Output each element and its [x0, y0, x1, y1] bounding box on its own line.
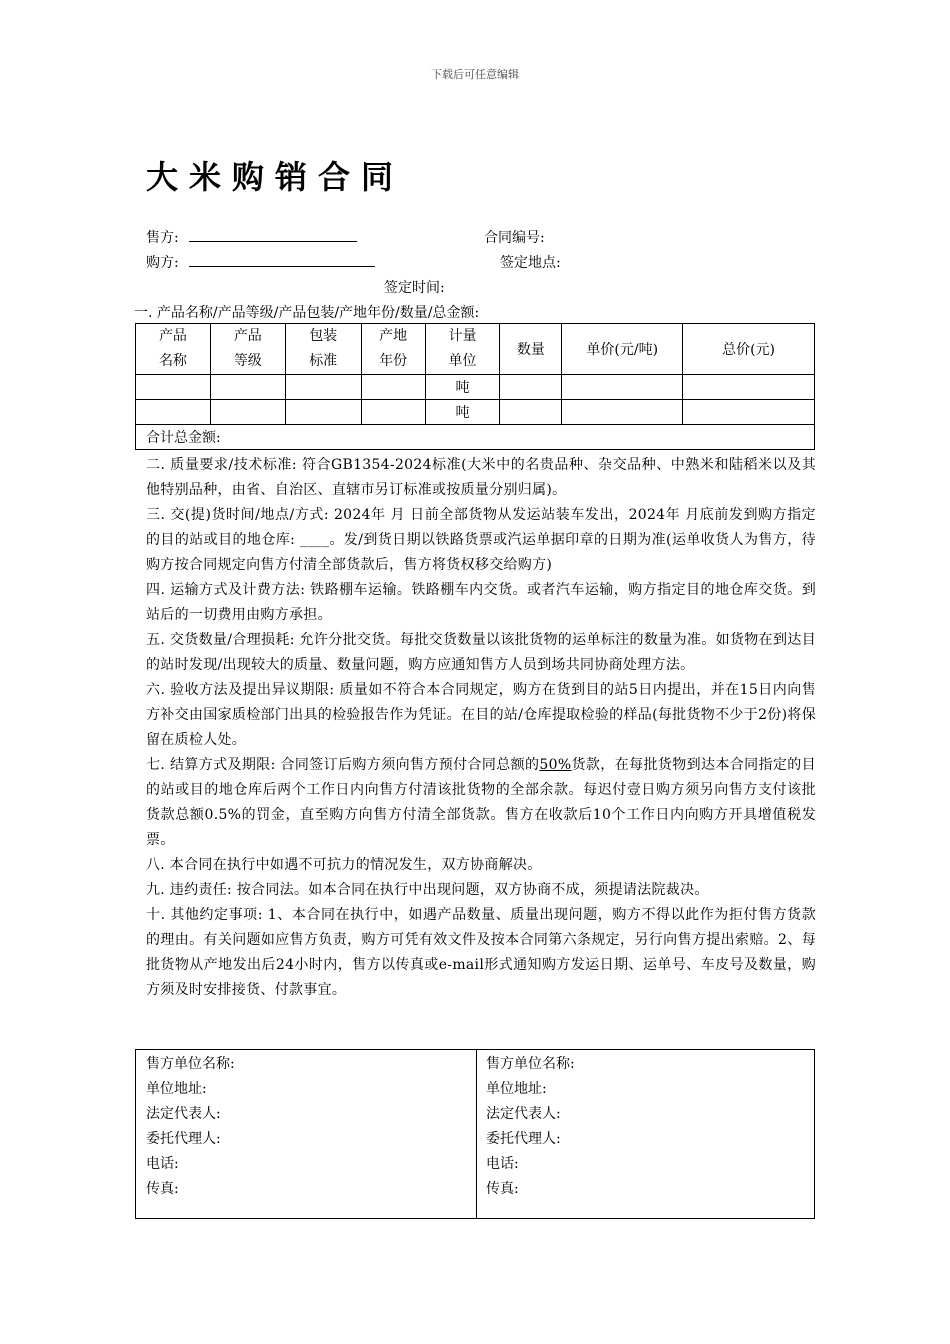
product-table [135, 323, 815, 450]
header-cell: 数量 [500, 324, 562, 375]
clause-7-text-b: 货款，在每批货物到达本合同指定的目的站或目的地仓库后两个工作日内向售方付清该批货物的全部余款。每迟付壹日购方须另向售方支付该批货款总额0.5%的罚金，直至购方向售方付清全部货款。售方在收款后10个工作日内向购方开具增值税发票。 [146, 757, 816, 848]
buyer-signature-column [486, 1052, 575, 1218]
table-row [136, 400, 815, 425]
table-cell[interactable] [683, 375, 815, 400]
table-header-row [136, 324, 815, 375]
header-cell: 计量 单位 [425, 324, 500, 375]
table-cell[interactable] [285, 375, 361, 400]
table-cell[interactable] [562, 375, 683, 400]
clause-2: 二. 质量要求/技术标准: 符合GB1354-2024标准(大米中的名贵品种、杂交品种、中熟米和陆稻米以及其他特别品种，由省、自治区、直辖市另订标准或按质量分别归属)。 [146, 457, 816, 498]
total-row [136, 425, 815, 450]
clause-3-text-b: 。发/到货日期以铁路货票或汽运单据印章的日期为准(运单收货人为售方，待购方按合同规定向售方付清全部货款后，售方将货权移交给购方) [146, 532, 816, 573]
contract-no-label: 合同编号: [484, 230, 545, 246]
contract-title: 大米购销合同 [146, 158, 405, 196]
contract-clauses [146, 453, 816, 1003]
clause-3-text-a: 三. 交(提)货时间/地点/方式: 2024年 月 日前全部货物从发运站装车发出，2024年 月底前发到购方指定的目的站或目的地仓库: [146, 507, 816, 548]
clause-10: 十. 其他约定事项: 1、本合同在执行中，如遇产品数量、质量出现问题，购方不得以此作为拒付售方货款的理由。有关问题如应售方负责，购方可凭有效文件及按本合同第六条规定，另行向售方提出索赔。2、每批货物从产地发出后24小时内，售方以传真或e-mail形式通知购方发运日期、运单号、车皮号及数量，购方须及时安排接货、付款事宜。 [146, 907, 816, 998]
table-cell[interactable] [361, 400, 425, 425]
clause-6: 六. 验收方法及提出异议期限: 质量如不符合本合同规定，购方在货到目的站5日内提出，并在15日内向售方补交由国家质检部门出具的检验报告作为凭证。在目的站/仓库提取检验的样品(每批货物不少于2份)将保留在质检人处。 [146, 682, 816, 748]
sig-right-company: 售方单位名称: [486, 1056, 575, 1072]
table-cell[interactable] [562, 400, 683, 425]
table-cell[interactable] [683, 400, 815, 425]
sign-place-label: 签定地点: [500, 255, 561, 271]
sig-right-agent: 委托代理人: [486, 1131, 561, 1147]
clause-5: 五. 交货数量/合理损耗: 允许分批交货。每批交货数量以该批货物的运单标注的数量为准。如货物在到达目的站时发现/出现较大的质量、数量问题，购方应通知售方人员到场共同协商处理方法。 [146, 632, 816, 673]
table-cell[interactable] [500, 375, 562, 400]
clause-9: 九. 违约责任: 按合同法。如本合同在执行中出现问题，双方协商不成，须提请法院裁决。 [146, 882, 709, 898]
header-cell: 总价(元) [683, 324, 815, 375]
clause-7-text-a: 七. 结算方式及期限: 合同签订后购方须向售方预付合同总额的 [146, 757, 540, 773]
clause-8: 八. 本合同在执行中如遇不可抗力的情况发生，双方协商解决。 [146, 857, 542, 873]
sig-left-fax: 传真: [146, 1181, 179, 1197]
buyer-label: 购方: [146, 255, 179, 271]
table-cell[interactable] [136, 400, 211, 425]
buyer-line [146, 252, 375, 272]
sig-left-phone: 电话: [146, 1156, 179, 1172]
table-cell[interactable] [210, 375, 285, 400]
sig-left-agent: 委托代理人: [146, 1131, 221, 1147]
destination-blank[interactable]: ____ [300, 532, 330, 548]
seller-label: 售方: [146, 230, 179, 246]
table-cell[interactable] [500, 400, 562, 425]
clause-4: 四. 运输方式及计费方法: 铁路棚车运输。铁路棚车内交货。或者汽车运输，购方指定目的地仓库交货。到站后的一切费用由购方承担。 [146, 582, 816, 623]
header-cell: 产品 名称 [136, 324, 211, 375]
header-cell: 包装 标准 [285, 324, 361, 375]
buyer-field[interactable] [189, 252, 375, 267]
table-row [136, 375, 815, 400]
sig-left-legal-rep: 法定代表人: [146, 1106, 221, 1122]
signature-block [135, 1049, 815, 1219]
header-cell: 产品 等级 [210, 324, 285, 375]
sig-left-company: 售方单位名称: [146, 1056, 235, 1072]
seller-signature-column [146, 1052, 235, 1218]
clause-7 [146, 753, 816, 853]
table-cell: 吨 [425, 375, 500, 400]
table-cell[interactable] [210, 400, 285, 425]
sign-time-label: 签定时间: [384, 280, 445, 296]
header-cell: 产地 年份 [361, 324, 425, 375]
table-cell[interactable] [136, 375, 211, 400]
table-cell: 吨 [425, 400, 500, 425]
section1-heading: 一. 产品名称/产品等级/产品包装/产地年份/数量/总金额: [134, 305, 480, 321]
prepay-percent: 50% [539, 757, 572, 773]
sig-left-address: 单位地址: [146, 1081, 207, 1097]
sig-right-fax: 传真: [486, 1181, 519, 1197]
header-cell: 单价(元/吨) [562, 324, 683, 375]
signature-divider [476, 1050, 477, 1218]
header-note: 下载后可任意编辑 [431, 68, 519, 81]
seller-line [146, 227, 357, 247]
table-cell[interactable] [285, 400, 361, 425]
total-amount-label: 合计总金额: [136, 425, 815, 450]
table-cell[interactable] [361, 375, 425, 400]
sig-right-phone: 电话: [486, 1156, 519, 1172]
clause-3 [146, 503, 816, 578]
sig-right-legal-rep: 法定代表人: [486, 1106, 561, 1122]
sig-right-address: 单位地址: [486, 1081, 547, 1097]
seller-field[interactable] [189, 227, 357, 242]
